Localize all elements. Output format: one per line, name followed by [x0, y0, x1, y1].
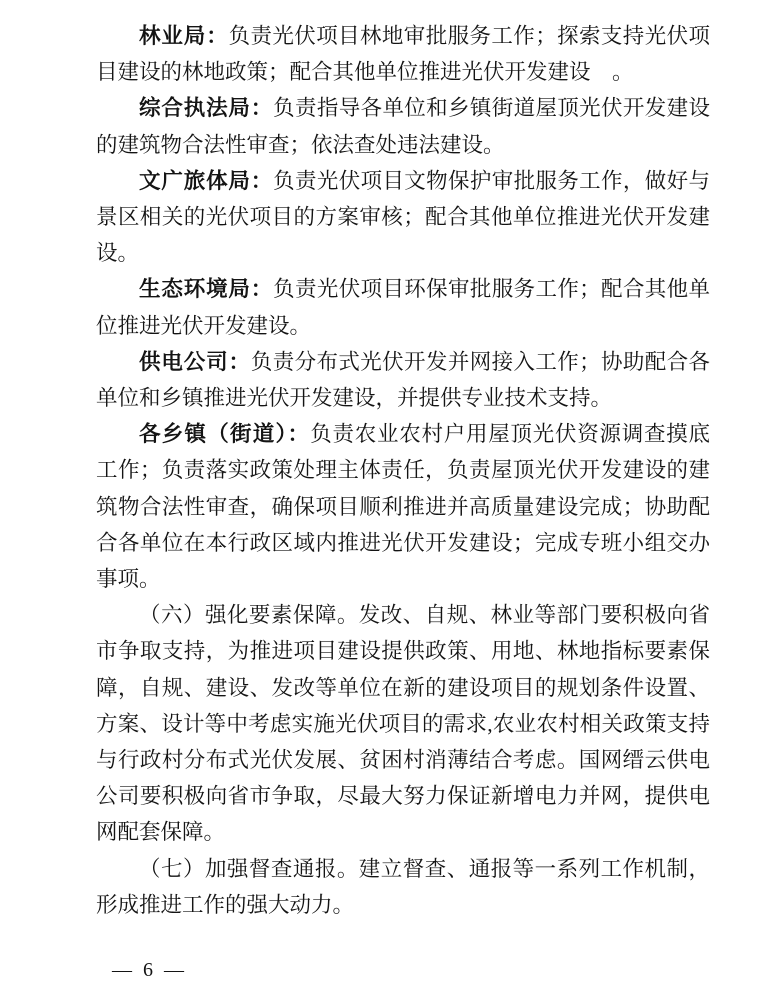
paragraph-forestry-bureau [96, 18, 710, 90]
paragraph-text: 负责光伏项目林地审批服务工作；探索支持光伏项目建设的林地政策；配合其他单位推进光伏开发建设 。 [96, 24, 710, 85]
paragraph-label: 生态环境局： [139, 277, 274, 302]
paragraph-text: 负责分布式光伏开发并网接入工作；协助配合各单位和乡镇推进光伏开发建设，并提供专业技术支持。 [96, 349, 710, 411]
paragraph-ecology-environment-bureau [96, 271, 710, 343]
document-body [96, 18, 710, 923]
paragraph-label: 林业局： [139, 24, 229, 48]
paragraph-culture-tourism-bureau [96, 163, 710, 272]
paragraph-text: （七）加强督查通报。建立督查、通报等一系列工作机制，形成推进工作的强大动力。 [96, 856, 710, 917]
paragraph-comprehensive-law-enforcement-bureau [96, 90, 710, 162]
paragraph-label: 供电公司： [139, 349, 251, 374]
paragraph-text: 负责指导各单位和乡镇街道屋顶光伏开发建设的建筑物合法性审查；依法查处违法建设。 [96, 96, 710, 157]
paragraph-text: 负责农业农村户用屋顶光伏资源调查摸底工作；负责落实政策处理主体责任，负责屋顶光伏开发建设的建筑物合法性审查，确保项目顺利推进并高质量建设完成；协助配合各单位在本行政区域内推进光伏开发建设；完成专班小组交办事项。 [96, 422, 710, 592]
paragraph-label: 文广旅体局： [139, 168, 274, 193]
paragraph-townships-streets [96, 416, 710, 597]
paragraph-power-supply-company [96, 344, 710, 416]
page-number: — 6 — [112, 959, 187, 981]
paragraph-item-six-element-guarantee [96, 597, 710, 850]
paragraph-text: （六）强化要素保障。发改、自规、林业等部门要积极向省市争取支持，为推进项目建设提供政策、用地、林地指标要素保障，自规、建设、发改等单位在新的建设项目的规划条件设置、方案、设计等中考虑实施光伏项目的需求,农业农村相关政策支持与行政村分布式光伏发展、贫困村消薄结合考虑。国网缙云供电公司要积极向省市争取，尽最大努力保证新增电力并网，提供电网配套保障。 [96, 603, 710, 845]
paragraph-item-seven-supervision-notification [96, 851, 710, 923]
paragraph-label: 各乡镇（街道）： [139, 422, 311, 447]
paragraph-text: 负责光伏项目文物保护审批服务工作，做好与景区相关的光伏项目的方案审核；配合其他单位推进光伏开发建设。 [96, 168, 710, 266]
paragraph-text: 负责光伏项目环保审批服务工作；配合其他单位推进光伏开发建设。 [96, 277, 710, 338]
paragraph-label: 综合执法局： [139, 96, 274, 121]
